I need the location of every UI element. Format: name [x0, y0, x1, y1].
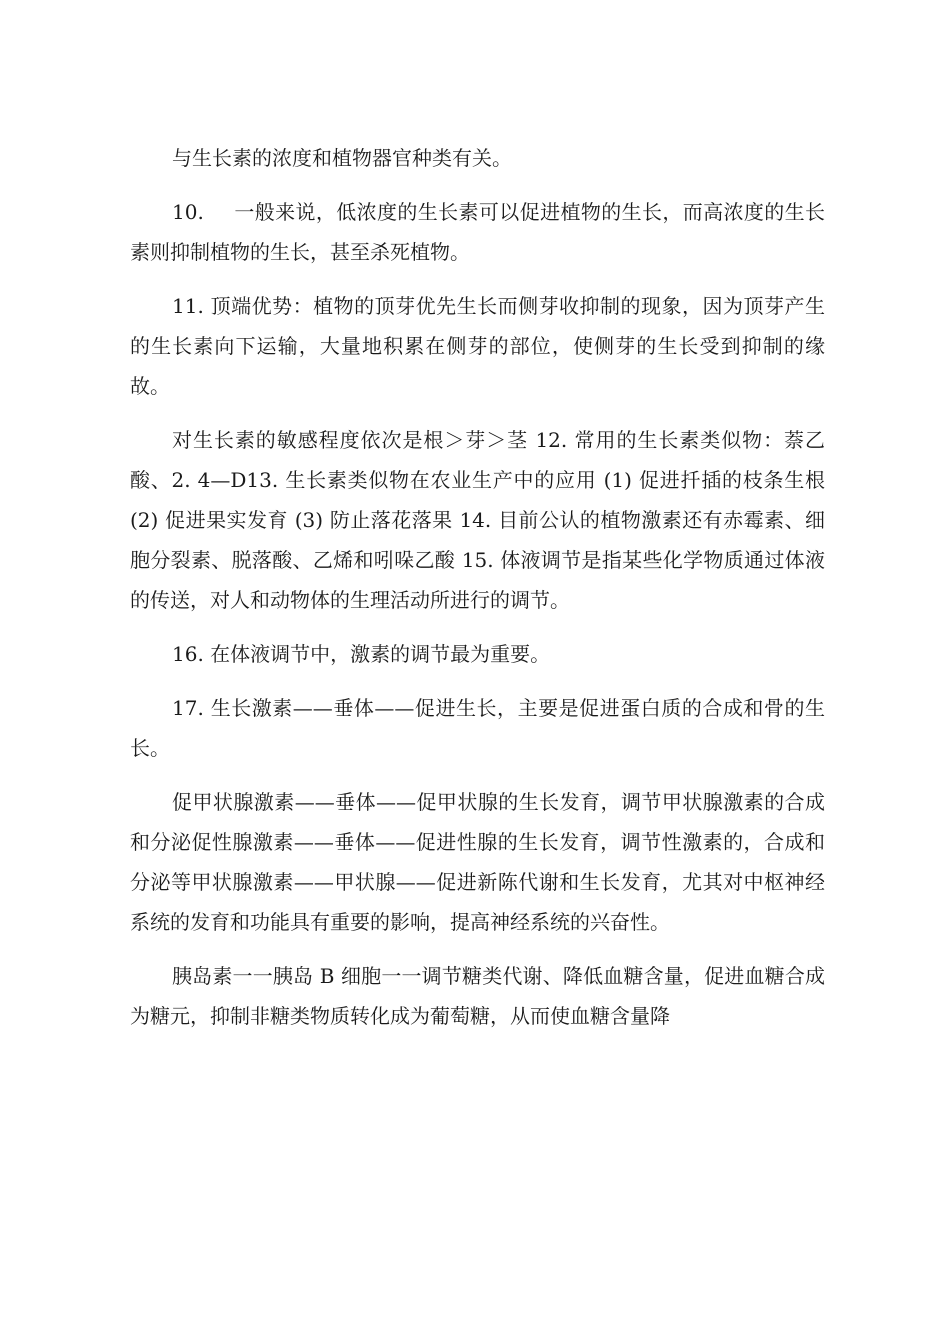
paragraph-8: 胰岛素一一胰岛 B 细胞一一调节糖类代谢、降低血糖含量，促进血糖合成为糖元，抑制非糖类物质转化成为葡萄糖，从而使血糖含量降 — [130, 964, 825, 1028]
paragraph-5: 16. 在体液调节中，激素的调节最为重要。 — [172, 642, 551, 666]
list-number: 10. — [172, 200, 204, 224]
document-body — [130, 138, 825, 1050]
paragraph-3: 11. 顶端优势：植物的顶芽优先生长而侧芽收抑制的现象，因为顶芽产生的生长素向下运输，大量地积累在侧芽的部位，使侧芽的生长受到抑制的缘故。 — [130, 294, 825, 398]
paragraph-1: 与生长素的浓度和植物器官种类有关。 — [172, 146, 512, 170]
paragraph-4: 对生长素的敏感程度依次是根＞芽＞茎 12. 常用的生长素类似物：萘乙酸、2. 4—D13. 生长素类似物在农业生产中的应用 (1) 促进扦插的枝条生根 (2) 促进果实发育 (3) 防止落花落果 14. 目前公认的植物激素还有赤霉素、细胞分裂素、脱落酸、乙烯和吲哚乙酸 15. 体液调节是指某些化学物质通过体液的传送，对人和动物体的生理活动所进行的调节。 — [130, 428, 825, 612]
paragraph-7: 促甲状腺激素——垂体——促甲状腺的生长发育，调节甲状腺激素的合成和分泌促性腺激素——垂体——促进性腺的生长发育，调节性激素的，合成和分泌等甲状腺激素——甲状腺——促进新陈代谢和生长发育，尤其对中枢神经系统的发育和功能具有重要的影响，提高神经系统的兴奋性。 — [130, 790, 825, 934]
paragraph-6: 17. 生长激素——垂体——促进生长，主要是促进蛋白质的合成和骨的生长。 — [130, 696, 825, 760]
paragraph-2: 10. 一般来说，低浓度的生长素可以促进植物的生长，而高浓度的生长素则抑制植物的生长，甚至杀死植物。 — [130, 192, 825, 272]
